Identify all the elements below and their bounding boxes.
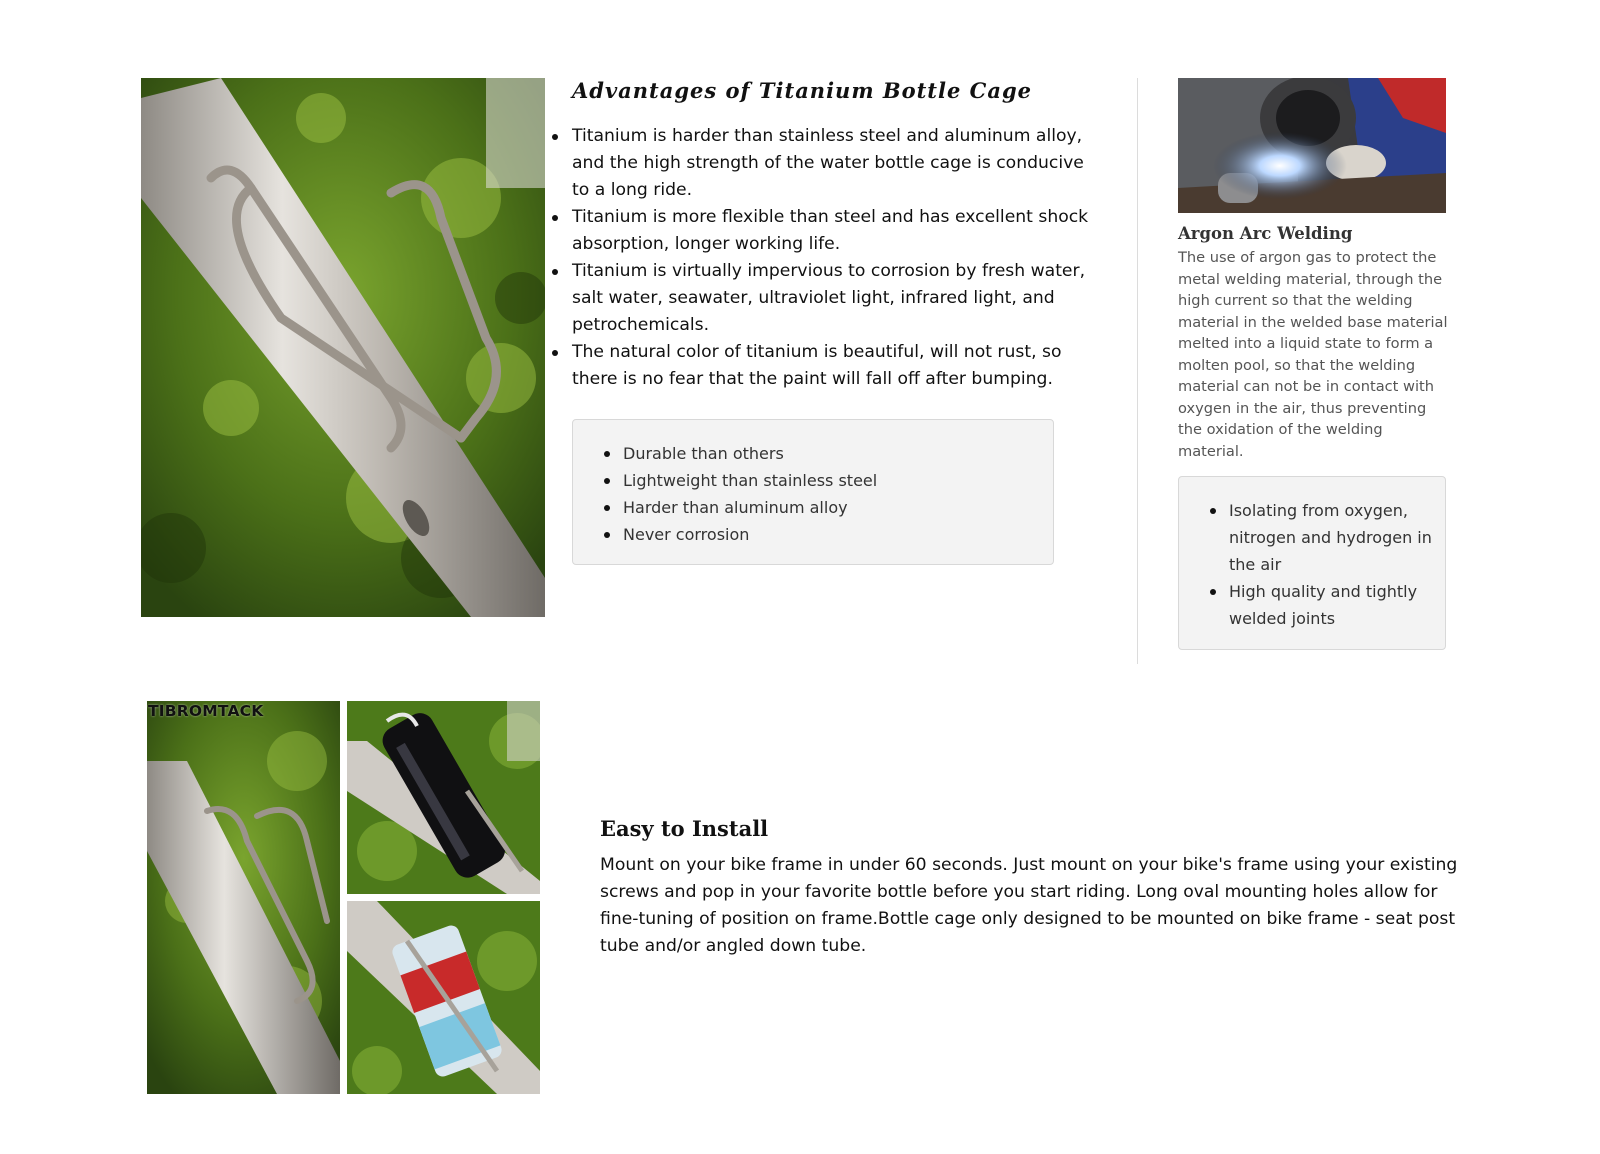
advantages-list <box>572 123 1092 393</box>
feature-list <box>623 440 1033 548</box>
list-item: Lightweight than stainless steel <box>623 467 1033 494</box>
list-item: Harder than aluminum alloy <box>623 494 1033 521</box>
welding-photo <box>1178 78 1446 213</box>
install-photo-cage <box>147 701 340 1094</box>
install-title: Easy to Install <box>600 816 769 841</box>
list-item: Titanium is virtually impervious to corrosion by fresh water, salt water, seawater, ultraviolet light, infrared light, and petrochemicals. <box>572 258 1092 339</box>
install-description: Mount on your bike frame in under 60 seconds. Just mount on your bike's frame using your existing screws and pop in your favorite bottle before you start riding. Long oval mounting holes allow for fine-tuning of position on frame.Bottle cage only designed to be mounted on bike frame - seat post tube and/or angled down tube. <box>600 855 1458 956</box>
brand-watermark: TIBROMTACK <box>148 702 264 720</box>
welding-summary-box <box>1178 476 1446 650</box>
column-divider <box>1137 78 1138 664</box>
list-item: Never corrosion <box>623 521 1033 548</box>
list-item: Durable than others <box>623 440 1033 467</box>
feature-summary-box <box>572 419 1054 565</box>
advantages-section <box>572 78 1092 393</box>
list-item: Isolating from oxygen, nitrogen and hydrogen in the air <box>1229 497 1435 578</box>
install-photo-can <box>347 901 540 1094</box>
list-item: High quality and tightly welded joints <box>1229 578 1435 632</box>
list-item: The natural color of titanium is beautiful, will not rust, so there is no fear that the paint will fall off after bumping. <box>572 339 1092 393</box>
welding-title: Argon Arc Welding <box>1178 224 1353 243</box>
install-photo-bottle <box>347 701 540 894</box>
list-item: Titanium is more flexible than steel and has excellent shock absorption, longer working life. <box>572 204 1092 258</box>
advantages-title: Advantages of Titanium Bottle Cage <box>572 78 1033 103</box>
welding-list <box>1229 497 1435 632</box>
welding-description: The use of argon gas to protect the metal welding material, through the high current so that the welding material in the welded base material melted into a liquid state to form a molten pool, so that the welding material can not be in contact with oxygen in the air, thus preventing the oxidation of the welding material. <box>1178 249 1448 460</box>
list-item: Titanium is harder than stainless steel and aluminum alloy, and the high strength of the water bottle cage is conducive to a long ride. <box>572 123 1092 204</box>
product-photo-cage-on-frame <box>141 78 545 617</box>
